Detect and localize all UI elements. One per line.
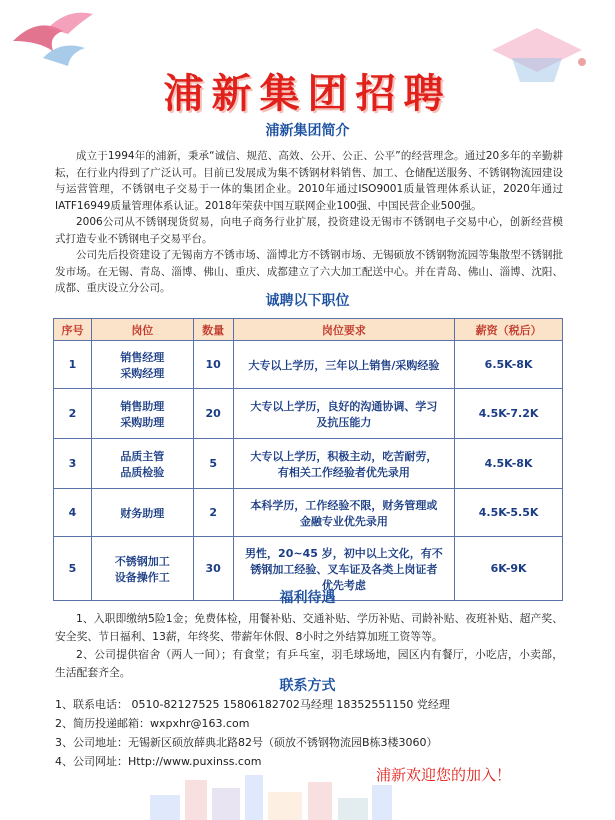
salary-cell: 4.5K-7.2K — [455, 389, 563, 439]
row-number: 4 — [54, 489, 92, 537]
intro-paragraph: 2006公司从不锈钢现货贸易，向电子商务行业扩展，投资建设无锡市不锈钢电子交易中心，创新经营模式打造专业不锈钢电子交易平台。 — [55, 216, 563, 245]
row-number: 3 — [54, 439, 92, 489]
intro-section — [55, 148, 563, 297]
welcome-message: 浦新欢迎您的加入！ — [376, 766, 512, 784]
contact-section — [55, 695, 450, 771]
position-name: 品质主管 — [120, 449, 165, 463]
position-name: 采购助理 — [120, 415, 165, 429]
intro-paragraph: 公司先后投资建设了无锡南方不锈市场、淄博北方不锈钢市场、无锡硕放不锈钢物流园等集散型不锈钢批发市场。在无锡、青岛、淄博、佛山、重庆、成都建立了六大加工配送中心。并在青岛、佛山、淄博、沈阳、成都、重庆设立分公司。 — [55, 249, 563, 294]
column-header: 岗位 — [91, 319, 193, 341]
requirement-line: 男性，20~45 岁，初中以上文化，有不 — [245, 546, 443, 560]
benefit-item: 2、公司提供宿舍（两人一间）；有食堂；有乒乓室，羽毛球场地，园区内有餐厅，小吃店，小卖部，生活配套齐全。 — [55, 648, 563, 679]
position-name: 销售助理 — [120, 399, 165, 413]
count-cell: 5 — [193, 439, 233, 489]
row-number: 1 — [54, 341, 92, 389]
requirement-line: 锈钢加工经验、叉车证及各类上岗证者 — [250, 562, 438, 576]
salary-cell: 4.5K-8K — [455, 439, 563, 489]
position-name: 采购经理 — [120, 366, 165, 380]
count-cell: 20 — [193, 389, 233, 439]
column-header: 岗位要求 — [233, 319, 455, 341]
intro-heading: 浦新集团简介 — [265, 123, 350, 139]
intro-paragraph: 成立于1994年的浦新，秉承“诚信、规范、高效、公开、公正、公平”的经营理念。通过20多年的辛勤耕耘，在行业内得到了广泛认可。目前已发展成为集不锈钢材料销售、加工、仓储配送服务、不锈钢物流园建设与运营管理，不锈钢电子交易于一体的集团企业。2010年通过ISO9001质量管理体系认证，2020年通过IATF16949质量管理体系认证。2018年荣获中国互联网企业100强、中国民营企业500强。 — [55, 150, 563, 212]
position-name: 设备操作工 — [114, 570, 170, 584]
requirement-line: 有相关工作经验者优先录用 — [277, 465, 410, 479]
jobs-table — [53, 318, 563, 601]
count-cell: 30 — [193, 537, 233, 601]
requirement-line: 大专以上学历，三年以上销售/采购经验 — [248, 358, 440, 372]
contact-website[interactable]: 4、公司网址：Http://www.puxinss.com — [55, 755, 262, 768]
column-header: 序号 — [54, 319, 92, 341]
contact-address: 3、公司地址：无锡新区硕放薛典北路82号（硕放不锈钢物流园B栋3楼3060） — [55, 736, 438, 749]
requirement-line: 大专以上学历，良好的沟通协调、学习 — [250, 399, 438, 413]
row-number: 5 — [54, 537, 92, 601]
benefit-item: 1、入职即缴纳5险1金；免费体检，用餐补贴、交通补贴、学历补贴、司龄补贴、夜班补贴、超产奖、安全奖、节日福利、13薪，年终奖、带薪年休假、8小时之外结算加班工资等等。 — [55, 612, 563, 643]
position-name: 品质检验 — [120, 465, 165, 479]
contact-phone: 1、联系电话： 0510-82127525 15806182702马经理 18352551150 党经理 — [55, 698, 450, 711]
position-cell — [91, 341, 193, 389]
position-cell — [91, 389, 193, 439]
table-row — [54, 489, 563, 537]
position-name: 销售经理 — [120, 350, 165, 364]
contact-email[interactable]: 2、简历投递邮箱：wxpxhr@163.com — [55, 717, 250, 730]
requirement-line: 本科学历，工作经验不限，财务管理或 — [250, 498, 438, 512]
position-cell — [91, 489, 193, 537]
salary-cell: 6.5K-8K — [455, 341, 563, 389]
page-title: 浦新集团招聘 — [163, 71, 452, 117]
position-name: 财务助理 — [120, 506, 165, 520]
requirements-cell — [233, 439, 455, 489]
count-cell: 10 — [193, 341, 233, 389]
table-header-row — [54, 319, 563, 341]
contact-heading: 联系方式 — [279, 678, 336, 694]
position-cell — [91, 439, 193, 489]
position-name: 不锈钢加工 — [114, 554, 170, 568]
table-row — [54, 389, 563, 439]
count-cell: 2 — [193, 489, 233, 537]
requirement-line: 及抗压能力 — [316, 415, 372, 429]
table-row — [54, 439, 563, 489]
salary-cell: 4.5K-5.5K — [455, 489, 563, 537]
requirement-line: 金融专业优先录用 — [299, 514, 388, 528]
table-row — [54, 341, 563, 389]
benefits-heading: 福利待遇 — [279, 590, 336, 606]
jobs-heading: 诚聘以下职位 — [265, 293, 350, 309]
requirements-cell — [233, 389, 455, 439]
column-header: 数量 — [193, 319, 233, 341]
column-header: 薪资（税后） — [455, 319, 563, 341]
row-number: 2 — [54, 389, 92, 439]
salary-cell: 6K-9K — [455, 537, 563, 601]
requirement-line: 大专以上学历，积极主动，吃苦耐劳， — [250, 449, 438, 463]
requirements-cell — [233, 341, 455, 389]
requirements-cell — [233, 489, 455, 537]
requirement-line: 优先考虑 — [321, 578, 366, 592]
benefits-section — [55, 610, 563, 682]
